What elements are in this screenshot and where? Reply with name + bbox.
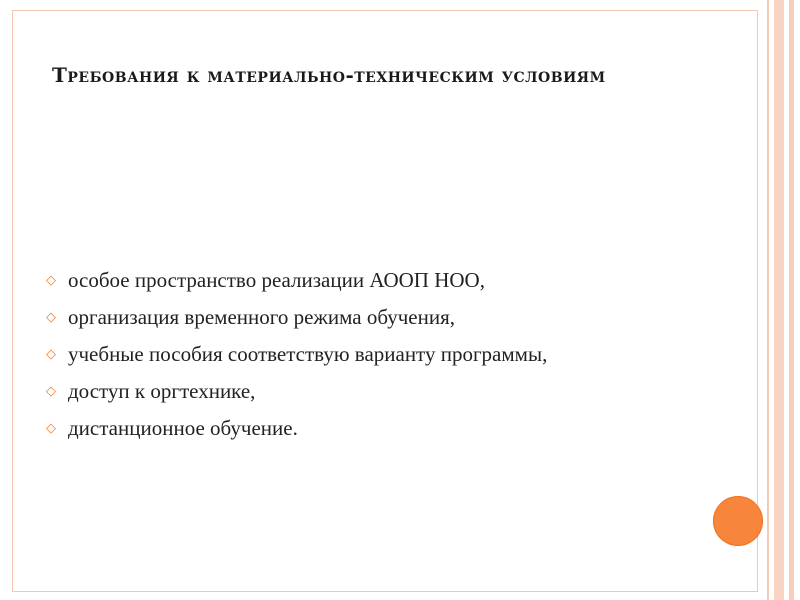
diamond-bullet-icon: ◇ [46, 384, 56, 399]
bullet-text: дистанционное обучение. [68, 416, 298, 440]
decorative-circle-icon [713, 496, 763, 546]
bullet-text: учебные пособия соответствую варианту программы, [68, 342, 548, 366]
diamond-bullet-icon: ◇ [46, 273, 56, 288]
diamond-bullet-icon: ◇ [46, 347, 56, 362]
list-item [46, 299, 726, 336]
decorative-stripe [774, 0, 784, 600]
bullet-text: доступ к оргтехнике, [68, 379, 256, 403]
diamond-bullet-icon: ◇ [46, 421, 56, 436]
list-item [46, 262, 726, 299]
diamond-bullet-icon: ◇ [46, 310, 56, 325]
list-item [46, 336, 726, 373]
list-item [46, 373, 726, 410]
bullet-text: особое пространство реализации АООП НОО, [68, 268, 485, 292]
bullet-list [46, 262, 726, 447]
bullet-text: организация временного режима обучения, [68, 305, 456, 329]
decorative-stripe [767, 0, 769, 600]
decorative-stripe [789, 0, 794, 600]
slide-title: Требования к материально-техническим условиям [52, 63, 606, 87]
list-item [46, 410, 726, 447]
